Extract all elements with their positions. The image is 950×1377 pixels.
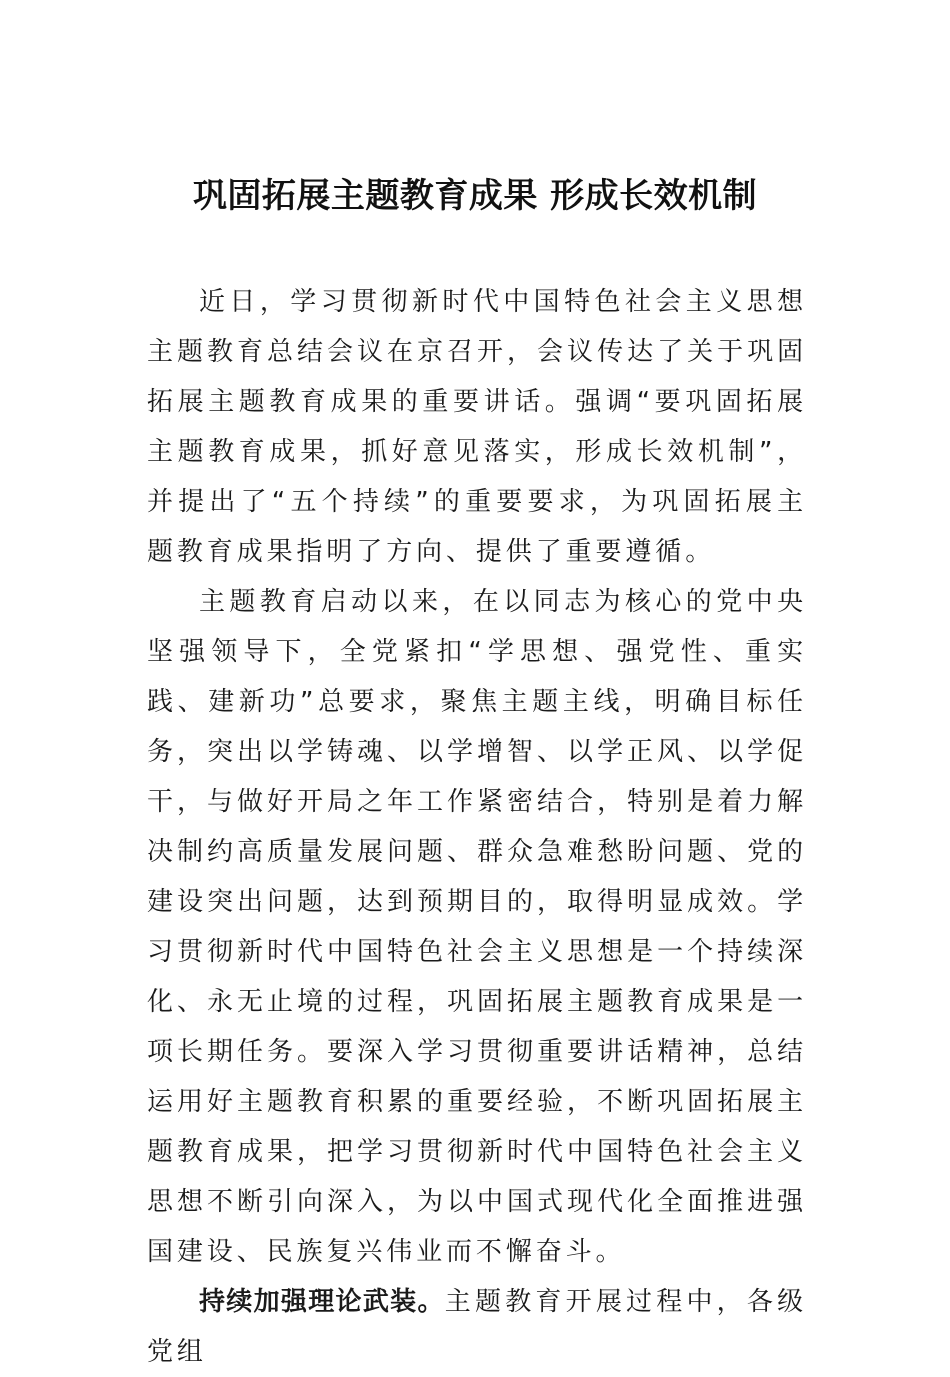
paragraph-lead-heading: 持续加强理论武装。: [199, 1287, 445, 1317]
paragraph-text: 主题教育开展过程中，各级党组: [147, 1287, 807, 1367]
paragraph-text: 主题教育启动以来，在以同志为核心的党中央坚强领导下，全党紧扣“学思想、强党性、重实践、建新功”总要求，聚焦主题主线，明确目标任务，突出以学铸魂、以学增智、以学正风、以学促干，与做好开局之年工作紧密结合，特别是着力解决制约高质量发展问题、群众急难愁盼问题、党的建设突出问题，达到预期目的，取得明显成效。学习贯彻新时代中国特色社会主义思想是一个持续深化、永无止境的过程，巩固拓展主题教育成果是一项长期任务。要深入学习贯彻重要讲话精神，总结运用好主题教育积累的重要经验，不断巩固拓展主题教育成果，把学习贯彻新时代中国特色社会主义思想不断引向深入，为以中国式现代化全面推进强国建设、民族复兴伟业而不懈奋斗。: [147, 587, 807, 1267]
document-body: [147, 277, 807, 1377]
paragraph-2: [147, 577, 807, 1277]
paragraph-1: [147, 277, 807, 577]
paragraph-text: 近日，学习贯彻新时代中国特色社会主义思想主题教育总结会议在京召开，会议传达了关于巩固拓展主题教育成果的重要讲话。强调“要巩固拓展主题教育成果，抓好意见落实，形成长效机制”，并提出了“五个持续”的重要要求，为巩固拓展主题教育成果指明了方向、提供了重要遵循。: [147, 287, 807, 567]
document-title: 巩固拓展主题教育成果 形成长效机制: [192, 176, 758, 216]
paragraph-3: [147, 1277, 807, 1377]
